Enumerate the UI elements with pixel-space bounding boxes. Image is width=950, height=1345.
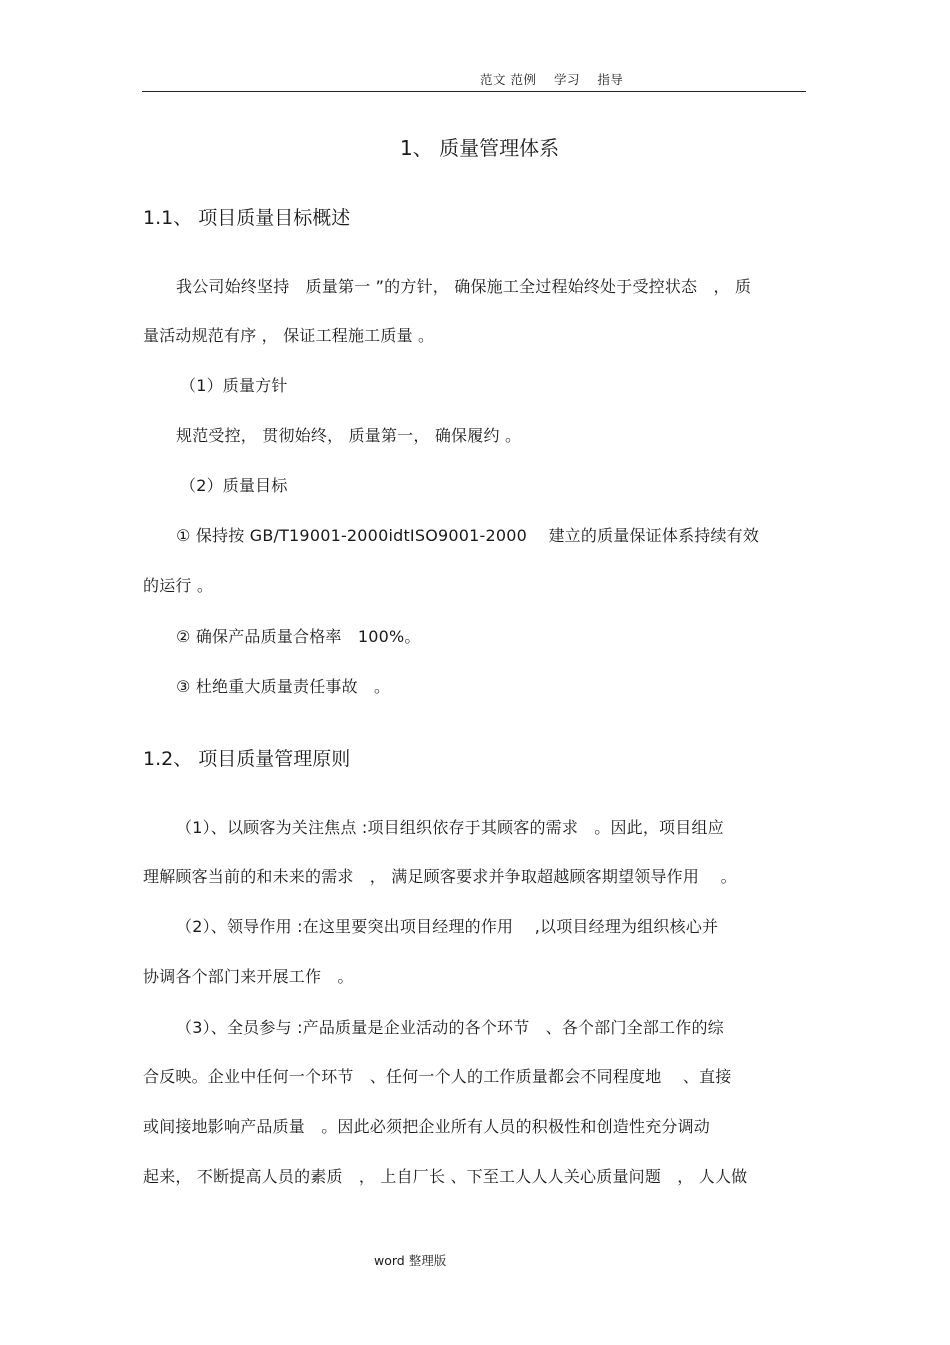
paragraph-line: （1）、以顾客为关注焦点 :项目组织依存于其顾客的需求 。因此，项目组应 (176, 818, 724, 837)
paragraph-line: 规范受控， 贯彻始终， 质量第一， 确保履约 。 (176, 426, 522, 445)
paragraph-line: （3）、全员参与 :产品质量是企业活动的各个环节 、各个部门全部工作的综 (176, 1018, 724, 1037)
page-footer: word 整理版 (374, 1253, 447, 1268)
paragraph-line: 合反映。企业中任何一个环节 、任何一个人的工作质量都会不同程度地 、直接 (143, 1067, 732, 1086)
section-heading-1-2: 1.2、 项目质量管理原则 (143, 748, 351, 770)
document-title: 1、 质量管理体系 (400, 136, 560, 160)
paragraph-line: 量活动规范有序 ， 保证工程施工质量 。 (143, 326, 435, 345)
paragraph-line: ② 确保产品质量合格率 100%。 (176, 627, 421, 646)
section-heading-1-1: 1.1、 项目质量目标概述 (143, 207, 351, 229)
paragraph-line: （2）、领导作用 :在这里要突出项目经理的作用 ,以项目经理为组织核心并 (176, 917, 719, 936)
paragraph-line: 协调各个部门来开展工作 。 (143, 967, 354, 986)
paragraph-line: 起来， 不断提高人员的素质 ， 上自厂长 、下至工人人人关心质量问题 ， 人人做 (143, 1167, 748, 1186)
header-text: 范文 范例 学习 指导 (480, 72, 624, 87)
paragraph-line: 我公司始终坚持 质量第一 ”的方针， 确保施工全过程始终处于受控状态 ， 质 (176, 277, 752, 296)
header-divider (142, 91, 806, 92)
paragraph-line: 理解顾客当前的和未来的需求 ， 满足顾客要求并争取超越顾客期望领导作用 。 (143, 867, 737, 886)
paragraph-line: 的运行 。 (143, 576, 214, 595)
paragraph-line: ③ 杜绝重大质量责任事故 。 (176, 677, 391, 696)
paragraph-line: （2）质量目标 (180, 476, 288, 495)
paragraph-line: 或间接地影响产品质量 。因此必须把企业所有人员的积极性和创造性充分调动 (143, 1117, 711, 1136)
paragraph-line: （1）质量方针 (180, 376, 288, 395)
paragraph-line: ① 保持按 GB/T19001-2000idtISO9001-2000 建立的质量保证体系持续有效 (176, 526, 760, 545)
